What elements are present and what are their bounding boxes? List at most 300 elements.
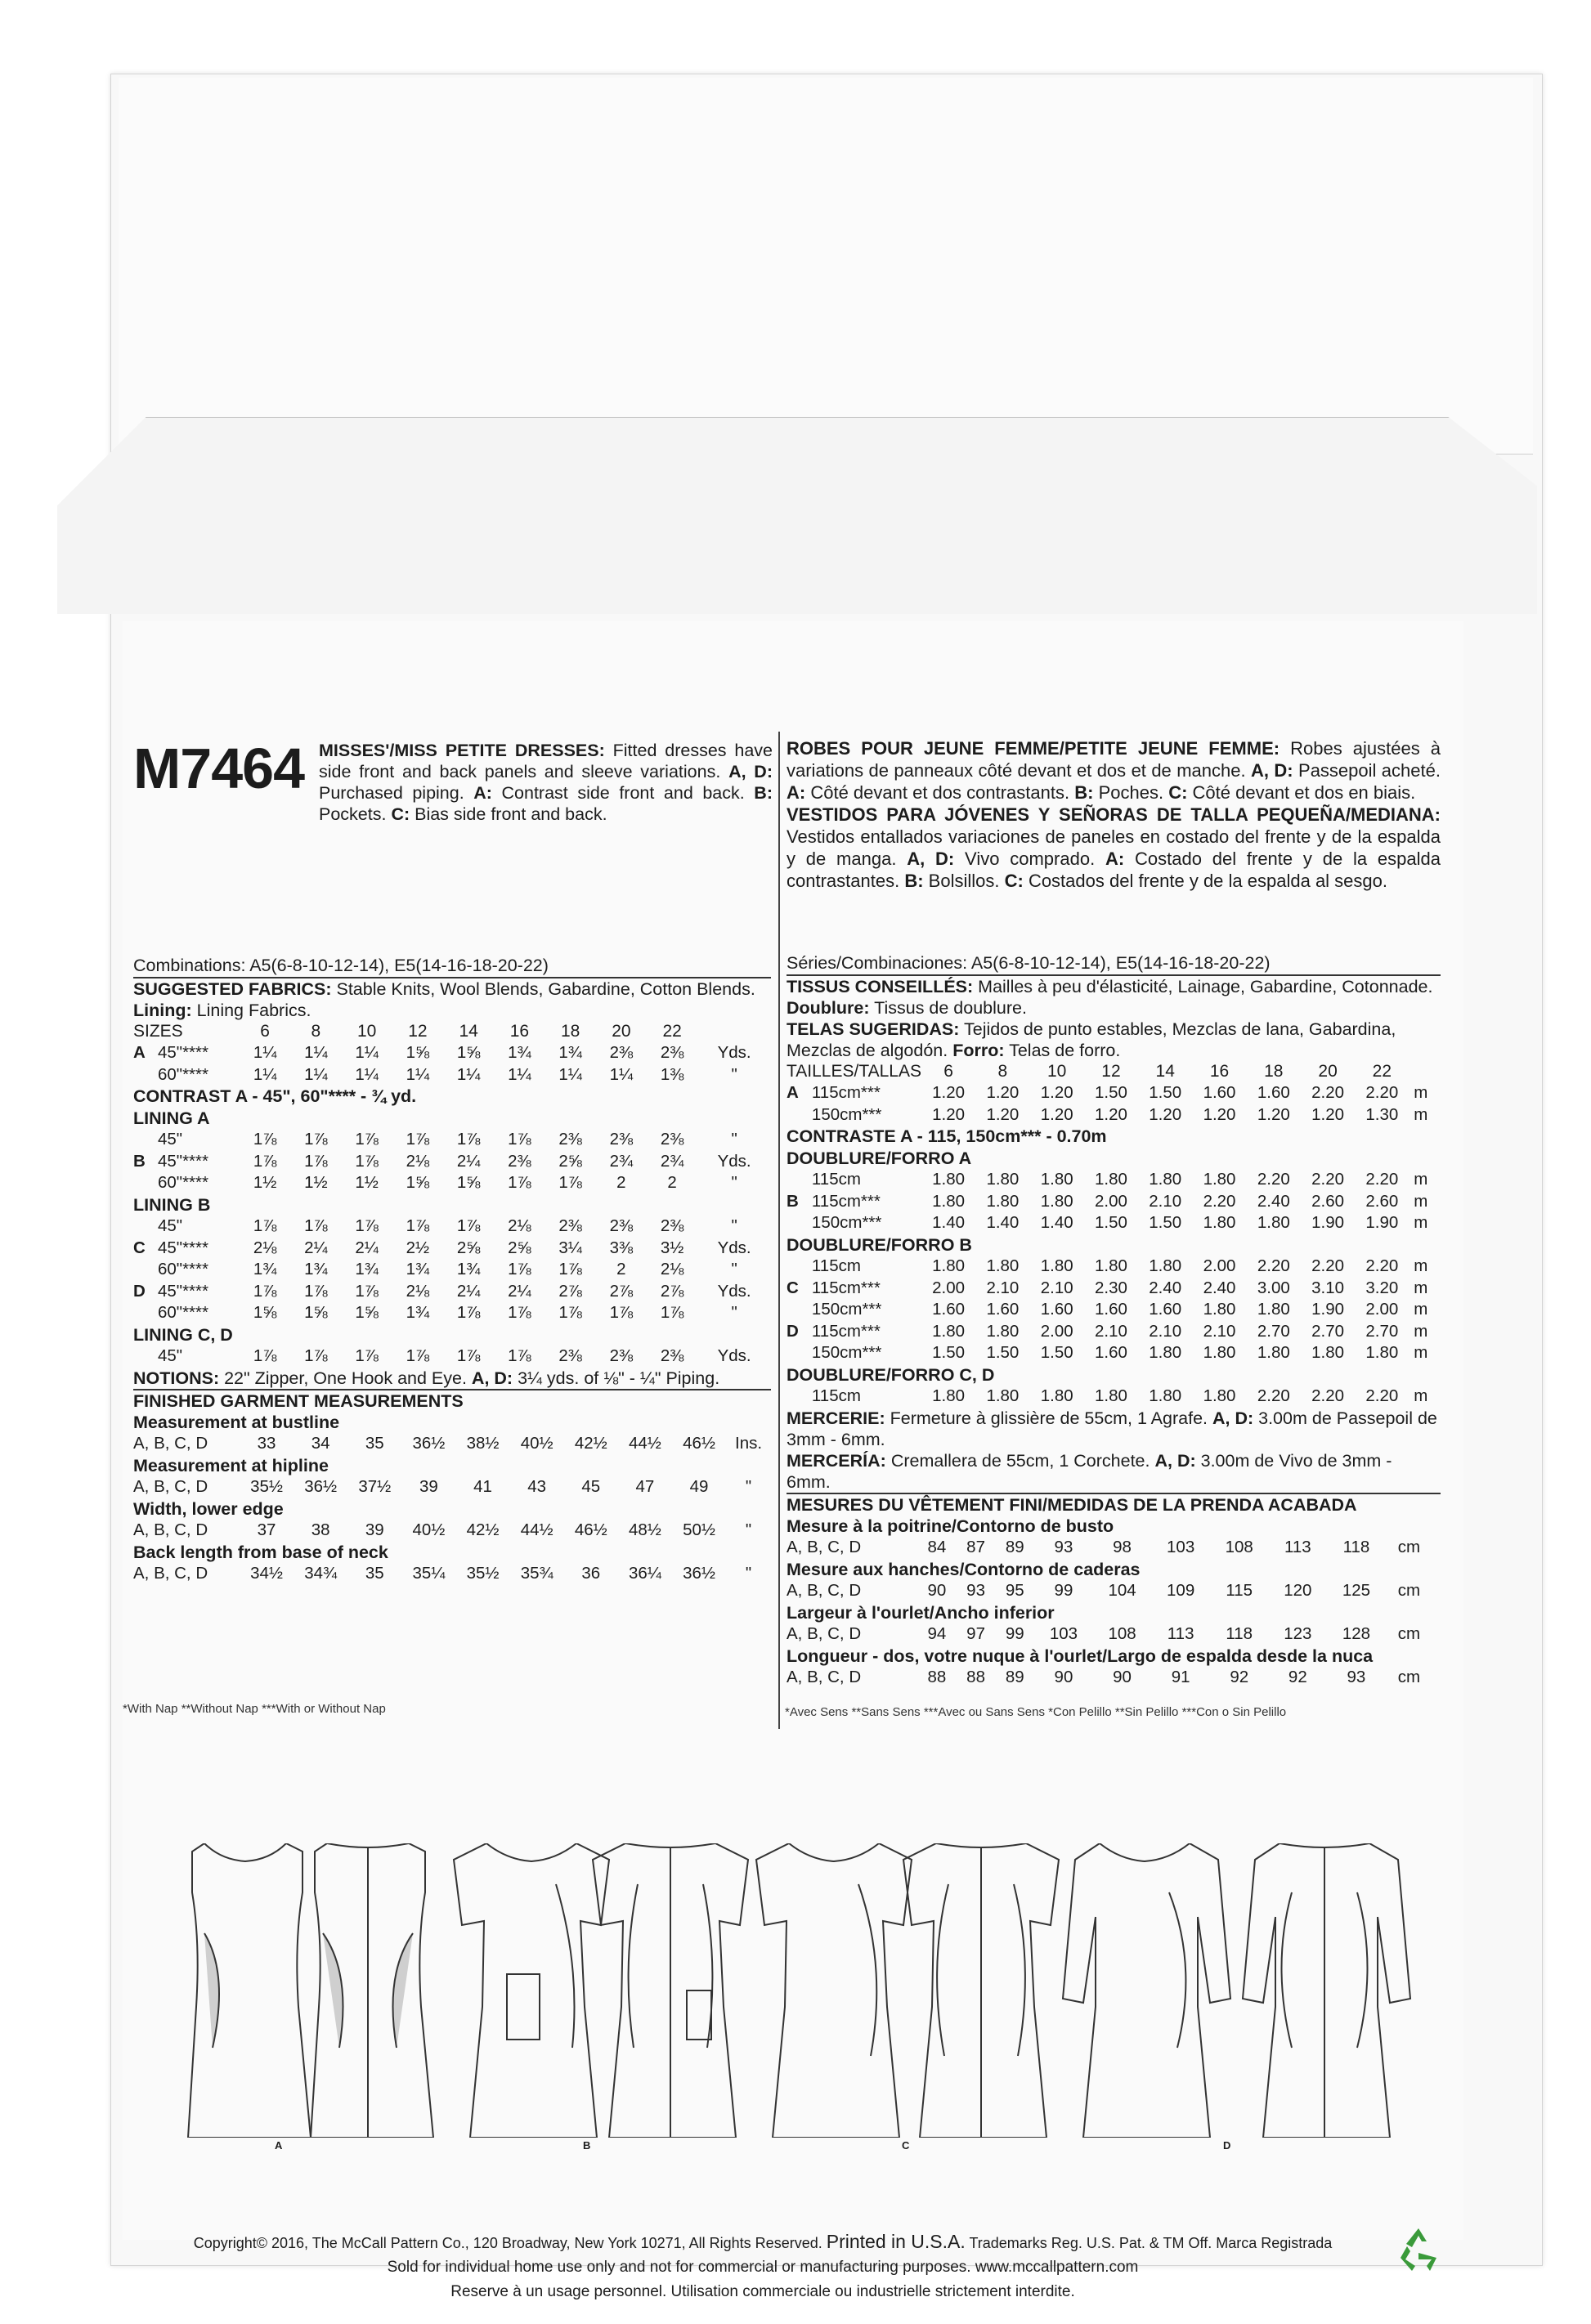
yardage-value: 3⅜	[609, 1238, 634, 1257]
yardage-value: 1.20	[1040, 1104, 1073, 1124]
yardage-unit: Yds.	[717, 1281, 751, 1301]
yardage-value: 1.60	[1040, 1300, 1073, 1319]
tissus-telas: TISSUS CONSEILLÉS: Mailles à peu d'élasticité, Lainage, Gabardine, Cotonnade. Doublure: Tissus de doublure. TELAS SUGERIDAS: Tejidos de punto estables, Mezclas de lana, Gabardina, Mezclas de algodón. Forro: Telas de forro.	[787, 976, 1433, 1060]
yardage-value: 2⅜	[609, 1346, 634, 1365]
yardage-value: 2.10	[1149, 1191, 1182, 1211]
measure-value: 103	[1049, 1624, 1078, 1643]
measure-title-row	[133, 1498, 771, 1520]
yardage-value: 2⅜	[508, 1151, 531, 1171]
yardage-section-translated	[787, 952, 1441, 1689]
size-header: 22	[662, 1021, 682, 1041]
view-label: C	[133, 1238, 146, 1257]
measure-value: 88	[966, 1668, 985, 1686]
fabric-width: 150cm***	[811, 1213, 882, 1232]
view-label: C	[787, 1278, 799, 1297]
yardage-row	[787, 1256, 1432, 1278]
measure-value: 35	[365, 1434, 384, 1453]
measure-value: 90	[1054, 1668, 1073, 1686]
yardage-value: 2.20	[1365, 1083, 1399, 1102]
yardage-value: 1⅞	[406, 1346, 430, 1365]
view-label	[133, 1259, 158, 1281]
yardage-unit: Yds.	[717, 1238, 751, 1257]
size-header: 22	[1372, 1061, 1392, 1081]
yardage-heading: LINING B	[133, 1194, 211, 1215]
yardage-value: 1⅞	[508, 1346, 531, 1365]
measure-row	[133, 1476, 771, 1498]
yardage-value: 1¼	[304, 1064, 328, 1084]
yardage-value: 2.70	[1365, 1321, 1399, 1341]
sketch-b-back	[593, 1843, 748, 2138]
yardage-value: 1⅞	[508, 1303, 531, 1322]
size-header: 18	[1264, 1061, 1284, 1081]
measure-row	[133, 1433, 771, 1455]
yardage-value: 2⅜	[609, 1216, 634, 1235]
yardage-heading-row	[133, 1324, 771, 1346]
sizes-header-row	[787, 1061, 1432, 1083]
fabric-width: 150cm***	[811, 1343, 882, 1362]
yardage-value: 1⅞	[508, 1130, 531, 1149]
yardage-value: 2¾	[660, 1151, 684, 1171]
yardage-value: 1½	[355, 1173, 379, 1192]
measure-value: 42½	[574, 1434, 607, 1453]
yardage-value: 1.80	[1149, 1386, 1182, 1405]
measure-value: 35	[365, 1564, 384, 1583]
measure-value: 103	[1167, 1538, 1195, 1556]
view-label: B	[787, 1191, 799, 1211]
measure-value: 88	[927, 1668, 947, 1686]
size-header: 6	[943, 1061, 953, 1081]
measure-value: 34	[311, 1434, 330, 1453]
yardage-value: 1.80	[986, 1191, 1020, 1211]
fabric-width: 115cm	[811, 1170, 861, 1189]
sketch-c-back	[903, 1843, 1059, 2138]
yardage-row	[133, 1346, 771, 1368]
yardage-value: 1¾	[304, 1260, 328, 1278]
yardage-value: 2.40	[1149, 1278, 1182, 1297]
sketch-b-front	[454, 1843, 609, 2138]
fabric-width: 115cm***	[811, 1321, 881, 1341]
fabric-width: 60"****	[158, 1260, 208, 1278]
yardage-value: 2.00	[1365, 1300, 1399, 1319]
yardage-value: 1⅝	[456, 1043, 481, 1062]
measure-value: 33	[257, 1434, 276, 1453]
yardage-unit: m	[1414, 1083, 1428, 1102]
yardage-value: 1.80	[1203, 1170, 1236, 1189]
view-label: D	[787, 1321, 799, 1341]
measure-title: Largeur à l'ourlet/Ancho inferior	[787, 1602, 1055, 1623]
yardage-unit: m	[1414, 1321, 1428, 1341]
yardage-row	[787, 1082, 1432, 1104]
measure-title: Back length from base of neck	[133, 1542, 388, 1562]
yardage-value: 1⅞	[253, 1216, 277, 1235]
yardage-value: 2⅜	[558, 1130, 582, 1149]
yardage-value: 1.80	[1040, 1256, 1073, 1275]
measure-value: 35¾	[520, 1564, 553, 1583]
yardage-unit: "	[731, 1064, 737, 1084]
measure-value: 38	[311, 1520, 330, 1539]
yardage-value: 1⅞	[508, 1260, 531, 1278]
measure-value: 41	[473, 1477, 492, 1496]
fabric-width: 45"	[158, 1216, 183, 1235]
yardage-value: 2.10	[1095, 1321, 1127, 1341]
measure-value: 93	[1347, 1668, 1366, 1686]
yardage-row	[133, 1281, 771, 1303]
measure-title-row	[787, 1516, 1432, 1538]
yardage-value: 2.20	[1311, 1083, 1345, 1102]
yardage-value: 1.60	[986, 1300, 1020, 1319]
yardage-value: 2⅝	[558, 1151, 582, 1171]
yardage-row	[787, 1386, 1432, 1408]
yardage-value: 2⅞	[609, 1281, 634, 1301]
yardage-value: 1½	[253, 1173, 277, 1192]
view-label-a: A	[275, 2139, 283, 2152]
view-label	[787, 1256, 812, 1278]
yardage-value: 2.70	[1257, 1321, 1290, 1341]
yardage-value: 1.20	[932, 1104, 966, 1124]
envelope-fold	[57, 417, 1537, 614]
yardage-value: 2.30	[1095, 1278, 1127, 1297]
yardage-heading-row	[133, 1194, 771, 1216]
measure-value: 36½	[683, 1564, 716, 1583]
size-header: 18	[560, 1021, 580, 1041]
yardage-value: 3.20	[1365, 1278, 1399, 1297]
measure-row	[787, 1667, 1432, 1689]
measure-value: 84	[927, 1538, 947, 1556]
measure-views: A, B, C, D	[133, 1564, 208, 1583]
measure-value: 108	[1225, 1538, 1253, 1556]
yardage-value: 1.80	[1257, 1300, 1290, 1319]
yardage-value: 1⅝	[456, 1173, 481, 1192]
measure-value: 92	[1288, 1668, 1307, 1686]
measure-value: 113	[1167, 1624, 1194, 1643]
finished-heading: FINISHED GARMENT MEASUREMENTS	[133, 1389, 771, 1412]
view-label	[787, 1169, 812, 1191]
yardage-value: 2.00	[1203, 1256, 1236, 1275]
yardage-unit: Yds.	[717, 1346, 751, 1365]
yardage-value: 1⅞	[558, 1173, 582, 1192]
yardage-value: 1¾	[508, 1043, 531, 1062]
yardage-value: 1.80	[986, 1170, 1020, 1189]
yardage-value: 1½	[304, 1173, 328, 1192]
yardage-value: 2.20	[1257, 1386, 1290, 1405]
measure-value: 120	[1284, 1581, 1312, 1600]
yardage-value: 2.20	[1311, 1256, 1345, 1275]
measure-value: 34¾	[304, 1564, 338, 1583]
yardage-value: 1¼	[355, 1043, 379, 1062]
yardage-value: 2⅜	[660, 1130, 684, 1149]
measure-value: 37	[257, 1520, 276, 1539]
view-label-c: C	[902, 2139, 910, 2152]
fabric-width: 115cm	[811, 1256, 861, 1275]
measure-value: 49	[689, 1477, 709, 1496]
yardage-heading-row	[787, 1364, 1432, 1386]
yardage-value: 1.50	[1095, 1083, 1127, 1102]
yardage-heading: LINING C, D	[133, 1324, 233, 1345]
measure-value: 123	[1284, 1624, 1312, 1643]
measure-title: Width, lower edge	[133, 1498, 284, 1519]
footnote-english: *With Nap **Without Nap ***With or Without Nap	[123, 1702, 386, 1716]
fabric-width: 115cm***	[811, 1191, 881, 1211]
yardage-value: 1.40	[932, 1213, 966, 1232]
measure-value: 50½	[683, 1520, 716, 1539]
yardage-value: 2¼	[355, 1238, 379, 1257]
yardage-value: 3.10	[1311, 1278, 1345, 1297]
measure-unit: cm	[1397, 1624, 1421, 1643]
yardage-value: 1⅞	[406, 1130, 430, 1149]
finished-measurements-table	[133, 1412, 771, 1585]
column-divider	[778, 732, 780, 1729]
yardage-value: 2.20	[1257, 1170, 1290, 1189]
measure-views: A, B, C, D	[133, 1477, 208, 1496]
yardage-value: 1⅞	[304, 1346, 328, 1365]
yardage-heading: DOUBLURE/FORRO B	[787, 1234, 972, 1255]
yardage-value: 2.20	[1203, 1191, 1236, 1211]
measure-value: 46½	[574, 1520, 607, 1539]
combinations-line: Combinations: A5(6-8-10-12-14), E5(14-16-18-20-22)	[133, 955, 771, 978]
yardage-heading-row	[787, 1148, 1432, 1170]
yardage-value: 1.20	[1149, 1104, 1182, 1124]
yardage-value: 1⅞	[253, 1130, 277, 1149]
yardage-value: 1⅞	[558, 1260, 582, 1278]
measure-value: 37½	[358, 1477, 392, 1496]
notions-line: MERCERÍA: Cremallera de 55cm, 1 Corchete. A, D: 3.00m de Vivo de 3mm - 6mm.	[787, 1450, 1392, 1492]
size-header: 8	[311, 1021, 321, 1041]
yardage-value: 1.60	[1203, 1083, 1236, 1102]
translated-descriptions: ROBES POUR JEUNE FEMME/PETITE JEUNE FEMME: Robes ajustées à variations de panneaux côté devant et dos et de manche. A, D: Passepoil acheté. A: Côté devant et dos contrastants. B: Poches. C: Côté devant et dos en biais. VESTIDOS PARA JÓVENES Y SEÑORAS DE TALLA PEQUEÑA/MEDIANA: Vestidos entallados variaciones de paneles en costado del frente y de la espalda y de manga. A, D: Vivo comprado. A: Costado del frente y de la espalda contrastantes. B: Bolsillos. C: Costados del frente y de la espalda al sesgo.	[787, 738, 1441, 891]
fabric-width: 45"****	[158, 1281, 208, 1301]
view-label: A	[133, 1043, 146, 1062]
yardage-value: 2⅜	[558, 1216, 582, 1235]
yardage-value: 1.20	[1040, 1083, 1073, 1102]
yardage-value: 1¼	[304, 1043, 328, 1062]
yardage-value: 2⅜	[609, 1130, 634, 1149]
view-label: B	[133, 1151, 146, 1171]
size-header: 10	[356, 1021, 377, 1041]
yardage-value: 1⅞	[355, 1346, 379, 1365]
yardage-value: 2.10	[1149, 1321, 1182, 1341]
fabric-width: 45"	[158, 1130, 183, 1149]
measure-value: 115	[1226, 1581, 1253, 1600]
yardage-value: 1⅞	[355, 1216, 379, 1235]
yardage-row	[787, 1104, 1432, 1126]
yardage-value: 1.50	[1149, 1083, 1182, 1102]
usage-notice-french: Reserve à un usage personnel. Utilisation commerciale ou industrielle strictement interdite.	[450, 2283, 1075, 2300]
yardage-value: 1¼	[355, 1064, 379, 1084]
yardage-value: 2¼	[456, 1151, 481, 1171]
yardage-value: 2⅝	[456, 1238, 481, 1257]
yardage-unit: m	[1414, 1170, 1428, 1189]
yardage-row	[133, 1172, 771, 1194]
yardage-value: 1.20	[932, 1083, 966, 1102]
yardage-value: 1.80	[1040, 1386, 1073, 1405]
size-header: 20	[612, 1021, 631, 1041]
sizes-label: SIZES	[133, 1021, 183, 1041]
yardage-value: 1¾	[406, 1303, 430, 1322]
yardage-heading: CONTRAST A - 45", 60"**** - ¾ yd.	[133, 1086, 417, 1106]
sketch-c-front	[756, 1843, 912, 2138]
yardage-value: 1.80	[1203, 1343, 1236, 1362]
measure-value: 91	[1171, 1668, 1190, 1686]
yardage-value: 1¾	[456, 1260, 481, 1278]
measure-value: 95	[1005, 1581, 1024, 1600]
view-label	[133, 1064, 158, 1086]
measure-row	[787, 1580, 1432, 1602]
measure-value: 113	[1284, 1538, 1311, 1556]
yardage-unit: "	[731, 1260, 737, 1278]
measure-value: 89	[1005, 1668, 1024, 1686]
yardage-value: 2⅜	[660, 1216, 684, 1235]
view-label	[787, 1386, 812, 1408]
yardage-unit: Yds.	[717, 1151, 751, 1171]
view-label	[787, 1342, 812, 1364]
view-label	[133, 1129, 158, 1151]
fabric-width: 45"	[158, 1346, 183, 1365]
yardage-value: 2⅜	[660, 1043, 684, 1062]
yardage-section-english	[133, 955, 771, 1585]
measure-title-row	[133, 1455, 771, 1477]
yardage-value: 1¼	[253, 1043, 277, 1062]
yardage-value: 2.00	[1040, 1321, 1073, 1341]
yardage-value: 2¼	[304, 1238, 328, 1257]
yardage-value: 1⅞	[304, 1281, 328, 1301]
yardage-heading-row	[133, 1086, 771, 1108]
size-header: 16	[509, 1021, 530, 1041]
yardage-value: 1⅞	[456, 1216, 481, 1235]
view-label	[787, 1212, 812, 1234]
yardage-value: 1.50	[1095, 1213, 1127, 1232]
yardage-value: 1.80	[1149, 1170, 1182, 1189]
yardage-value: 1⅞	[355, 1130, 379, 1149]
yardage-unit: m	[1414, 1104, 1428, 1124]
measure-value: 98	[1113, 1538, 1132, 1556]
size-header: 12	[408, 1021, 428, 1041]
yardage-value: 2.20	[1365, 1256, 1399, 1275]
measure-row	[133, 1563, 771, 1585]
yardage-value: 2¾	[609, 1151, 634, 1171]
yardage-value: 2.60	[1311, 1191, 1345, 1211]
yardage-value: 1⅞	[253, 1281, 277, 1301]
view-label	[787, 1104, 812, 1126]
measure-views: A, B, C, D	[787, 1538, 862, 1556]
technical-drawings	[180, 1843, 1439, 2138]
yardage-row	[133, 1042, 771, 1064]
yardage-value: 1.80	[1095, 1256, 1127, 1275]
fabric-width: 45"****	[158, 1238, 208, 1257]
yardage-heading-row	[787, 1126, 1432, 1148]
yardage-unit: m	[1414, 1386, 1428, 1405]
yardage-unit: "	[731, 1130, 737, 1149]
pattern-code: M7464	[133, 737, 305, 800]
yardage-value: 2⅛	[406, 1151, 430, 1171]
yardage-heading-row	[787, 1234, 1432, 1256]
view-label: D	[133, 1281, 146, 1301]
yardage-value: 3½	[660, 1238, 684, 1257]
finished-heading: MESURES DU VÊTEMENT FINI/MEDIDAS DE LA PRENDA ACABADA	[787, 1493, 1441, 1516]
view-label	[133, 1302, 158, 1324]
measure-value: 118	[1226, 1624, 1253, 1643]
yardage-value: 1⅝	[406, 1043, 430, 1062]
yardage-value: 1.80	[986, 1321, 1020, 1341]
yardage-unit: m	[1414, 1191, 1428, 1211]
measure-unit: Ins.	[735, 1434, 763, 1453]
yardage-value: 1.80	[932, 1170, 966, 1189]
unit-header	[697, 1021, 771, 1043]
view-label: A	[787, 1083, 799, 1102]
measure-title-row	[133, 1542, 771, 1564]
measure-value: 34½	[250, 1564, 284, 1583]
measure-value: 92	[1230, 1668, 1249, 1686]
measure-value: 44½	[520, 1520, 553, 1539]
view-label	[787, 1299, 812, 1321]
measure-title: Mesure à la poitrine/Contorno de busto	[787, 1516, 1114, 1536]
footnote-translated: *Avec Sens **Sans Sens ***Avec ou Sans Sens *Con Pelillo **Sin Pelillo ***Con o Sin Pelillo	[785, 1705, 1287, 1719]
yardage-value: 1⅞	[456, 1346, 481, 1365]
yardage-value: 2⅞	[660, 1281, 684, 1301]
measure-value: 35¼	[412, 1564, 446, 1583]
yardage-row	[133, 1216, 771, 1238]
yardage-value: 1.80	[1257, 1213, 1290, 1232]
yardage-value: 2½	[406, 1238, 430, 1257]
size-header: 20	[1318, 1061, 1338, 1081]
measure-value: 93	[1054, 1538, 1073, 1556]
measure-views: A, B, C, D	[787, 1624, 862, 1643]
measure-value: 97	[966, 1624, 985, 1643]
fabric-width: 115cm	[811, 1386, 861, 1405]
yardage-table-english	[133, 1021, 771, 1368]
yardage-row	[787, 1278, 1432, 1300]
yardage-value: 1¾	[253, 1260, 277, 1278]
copyright-line: Copyright© 2016, The McCall Pattern Co., 120 Broadway, New York 10271, All Rights Reserved. Printed in U.S.A. Trademarks Reg. U.S. Pat. & TM Off. Marca Registrada	[193, 2231, 1333, 2252]
measure-views: A, B, C, D	[787, 1581, 862, 1600]
yardage-row	[133, 1238, 771, 1260]
fabric-width: 60"****	[158, 1173, 208, 1192]
measure-row	[787, 1623, 1432, 1646]
yardage-value: 2.10	[1040, 1278, 1073, 1297]
yardage-value: 1⅝	[406, 1173, 430, 1192]
measure-value: 89	[1005, 1538, 1024, 1556]
measure-value: 36¼	[628, 1564, 661, 1583]
yardage-row	[787, 1342, 1432, 1364]
yardage-value: 1¾	[406, 1260, 430, 1278]
measure-value: 47	[635, 1477, 655, 1496]
yardage-value: 1.80	[1095, 1386, 1127, 1405]
yardage-value: 2.10	[1203, 1321, 1236, 1341]
yardage-value: 1.60	[1257, 1083, 1290, 1102]
measure-unit: "	[745, 1520, 752, 1539]
yardage-value: 1⅞	[253, 1151, 277, 1171]
yardage-value: 1⅞	[304, 1216, 328, 1235]
measure-value: 39	[365, 1520, 384, 1539]
yardage-unit: m	[1414, 1300, 1428, 1319]
measure-value: 125	[1342, 1581, 1371, 1600]
measure-value: 46½	[683, 1434, 716, 1453]
yardage-value: 2.40	[1203, 1278, 1236, 1297]
yardage-row	[133, 1302, 771, 1324]
yardage-value: 1.30	[1365, 1104, 1399, 1124]
yardage-value: 1⅞	[253, 1346, 277, 1365]
yardage-value: 1.80	[1095, 1170, 1127, 1189]
yardage-value: 1.80	[1149, 1343, 1182, 1362]
yardage-unit: m	[1414, 1343, 1428, 1362]
sketch-a-back	[311, 1843, 433, 2138]
yardage-value: 1⅞	[508, 1173, 531, 1192]
yardage-value: 2.20	[1365, 1170, 1399, 1189]
measure-value: 99	[1005, 1624, 1024, 1643]
yardage-value: 1.20	[986, 1083, 1020, 1102]
yardage-value: 2⅜	[558, 1346, 582, 1365]
yardage-value: 1¾	[558, 1043, 582, 1062]
combinations-line-translated: Séries/Combinaciones: A5(6-8-10-12-14), E5(14-16-18-20-22)	[787, 952, 1441, 976]
